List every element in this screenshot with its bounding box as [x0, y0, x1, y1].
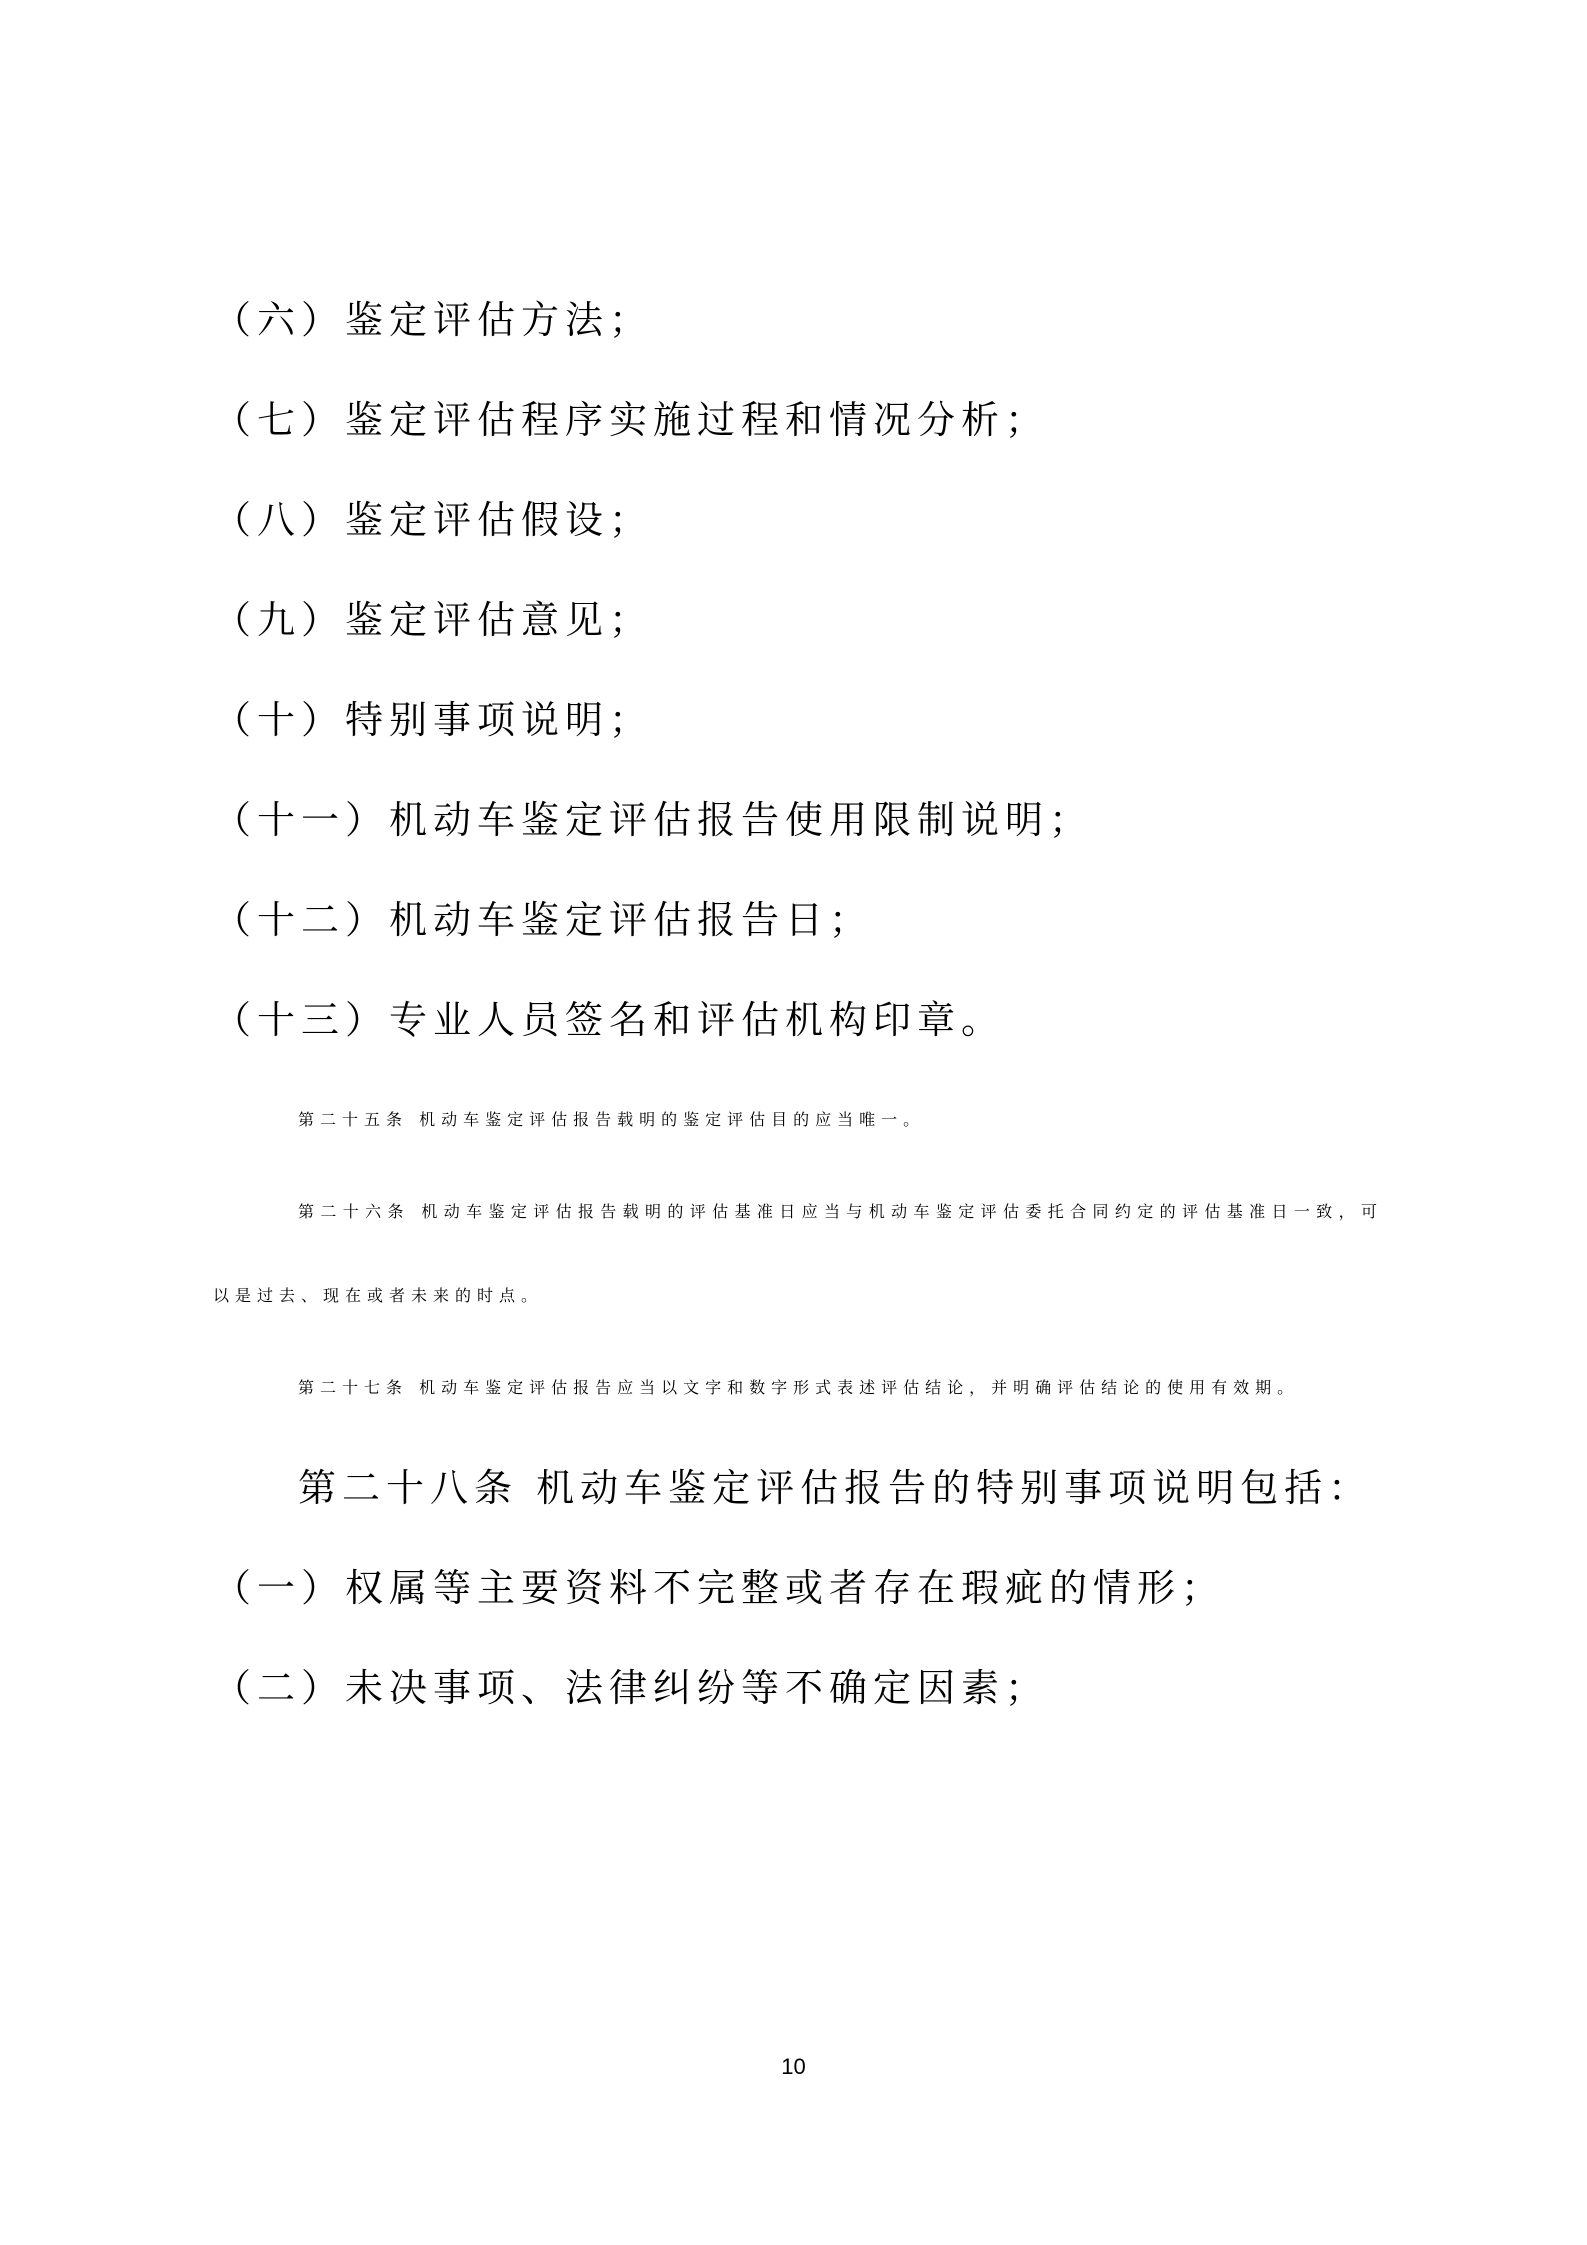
list-item-12: （十二）机动车鉴定评估报告日；	[213, 898, 874, 942]
page-number: 10	[781, 2054, 806, 2079]
list-item-1: （一）权属等主要资料不完整或者存在瑕疵的情形；	[213, 1566, 1226, 1610]
article-26: 第二十六条 机动车鉴定评估报告载明的评估基准日应当与机动车鉴定评估委托合同约定的评估基准日一致，可以是过去、现在或者未来的时点。	[213, 1202, 1383, 1305]
document-body	[213, 270, 1383, 1738]
article-28: 第二十八条 机动车鉴定评估报告的特别事项说明包括：	[298, 1466, 1373, 1510]
list-item-13: （十三）专业人员签名和评估机构印章。	[213, 998, 1006, 1042]
list-item-9: （九）鉴定评估意见；	[213, 598, 654, 642]
list-item-6: （六）鉴定评估方法；	[213, 298, 654, 342]
list-item-2: （二）未决事项、法律纠纷等不确定因素；	[213, 1666, 1050, 1710]
article-27: 第二十七条 机动车鉴定评估报告应当以文字和数字形式表述评估结论，并明确评估结论的使用有效期。	[298, 1378, 1300, 1397]
list-item-8: （八）鉴定评估假设；	[213, 498, 654, 542]
article-25: 第二十五条 机动车鉴定评估报告载明的鉴定评估目的应当唯一。	[298, 1110, 926, 1129]
list-item-7: （七）鉴定评估程序实施过程和情况分析；	[213, 398, 1050, 442]
list-item-11: （十一）机动车鉴定评估报告使用限制说明；	[213, 798, 1094, 842]
list-item-10: （十）特别事项说明；	[213, 698, 654, 742]
